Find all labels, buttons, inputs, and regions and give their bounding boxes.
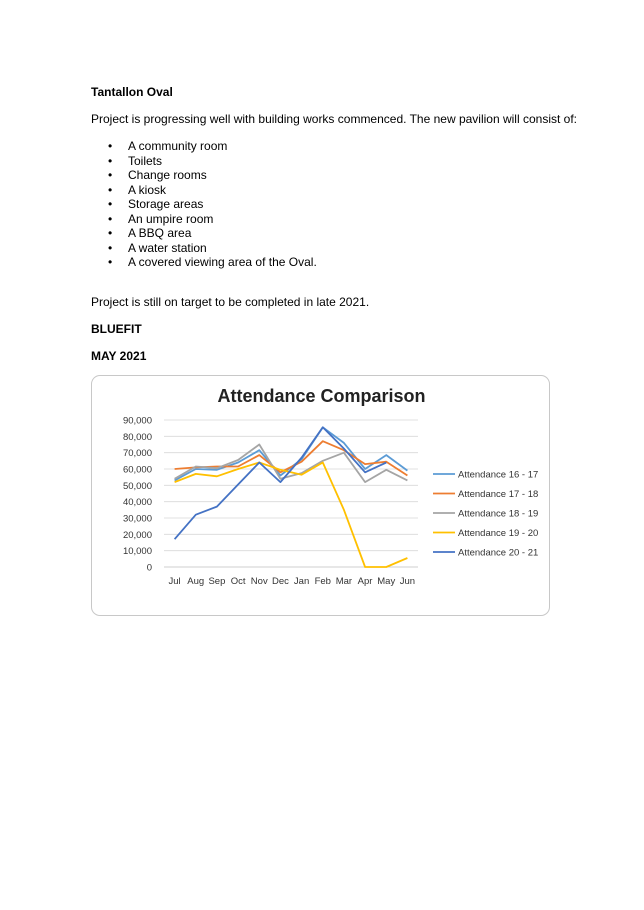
x-tick-label: Jun (399, 576, 416, 587)
y-tick-label: 40,000 (122, 497, 152, 509)
list-item-text: A BBQ area (128, 226, 192, 240)
x-tick-label: May (377, 576, 396, 587)
series-line (175, 427, 387, 539)
bullet-icon: • (108, 153, 113, 168)
attendance-chart (91, 375, 550, 616)
legend-label: Attendance 16 - 17 (458, 469, 539, 481)
list-item (91, 226, 317, 241)
list-item-text: Change rooms (128, 168, 207, 182)
list-item-text: A community room (128, 139, 228, 153)
list-item-text: Toilets (128, 153, 163, 168)
y-tick-label: 0 (146, 562, 152, 574)
list-item (91, 255, 317, 270)
x-tick-label: Apr (357, 576, 373, 587)
list-item-text: An umpire room (128, 211, 214, 226)
list-item-text: A water station (128, 240, 207, 255)
bluefit-heading: BLUEFIT (91, 322, 142, 336)
y-tick-label: 80,000 (122, 431, 152, 443)
x-tick-label: Sep (208, 576, 226, 587)
list-item (91, 212, 317, 227)
legend-label: Attendance 19 - 20 (458, 528, 539, 539)
list-item (91, 241, 317, 256)
bullet-icon: • (108, 240, 113, 255)
x-tick-label: Aug (187, 576, 205, 587)
list-item (91, 183, 317, 198)
list-item (91, 197, 317, 212)
x-tick-label: Jul (168, 576, 181, 587)
x-tick-label: Nov (250, 576, 268, 587)
y-tick-label: 90,000 (122, 415, 152, 427)
list-item (91, 168, 317, 183)
y-tick-label: 20,000 (122, 529, 152, 541)
list-item-text: Storage areas (128, 197, 204, 211)
legend-label: Attendance 20 - 21 (458, 547, 539, 559)
list-item (91, 139, 317, 154)
y-tick-label: 10,000 (122, 546, 152, 558)
bullet-icon: • (108, 211, 113, 226)
x-tick-label: Dec (271, 576, 289, 587)
pavilion-features-list (91, 139, 317, 270)
x-tick-label: Feb (314, 576, 331, 587)
x-tick-label: Oct (230, 576, 246, 587)
legend-label: Attendance 18 - 19 (458, 508, 539, 520)
status-paragraph: Project is still on target to be completed in late 2021. (91, 295, 370, 309)
chart-canvas (92, 376, 551, 617)
y-tick-label: 50,000 (122, 480, 152, 492)
list-item-text: A covered viewing area of the Oval. (128, 255, 317, 269)
bullet-icon: • (108, 255, 113, 269)
y-tick-label: 70,000 (122, 448, 152, 460)
x-tick-label: Mar (335, 576, 353, 587)
bullet-icon: • (108, 168, 113, 182)
y-tick-label: 30,000 (122, 513, 152, 525)
legend-label: Attendance 17 - 18 (458, 489, 539, 500)
bullet-icon: • (108, 182, 113, 197)
bullet-icon: • (108, 139, 113, 153)
intro-paragraph: Project is progressing well with building works commenced. The new pavilion will consist of: (91, 112, 577, 126)
list-item-text: A kiosk (128, 182, 167, 197)
bullet-icon: • (108, 226, 113, 240)
section-heading: Tantallon Oval (91, 85, 173, 99)
y-tick-label: 60,000 (122, 464, 152, 476)
list-item (91, 154, 317, 169)
report-period-heading: MAY 2021 (91, 349, 147, 363)
x-tick-label: Jan (293, 576, 310, 587)
chart-title: Attendance Comparison (217, 386, 426, 406)
bullet-icon: • (108, 197, 113, 211)
